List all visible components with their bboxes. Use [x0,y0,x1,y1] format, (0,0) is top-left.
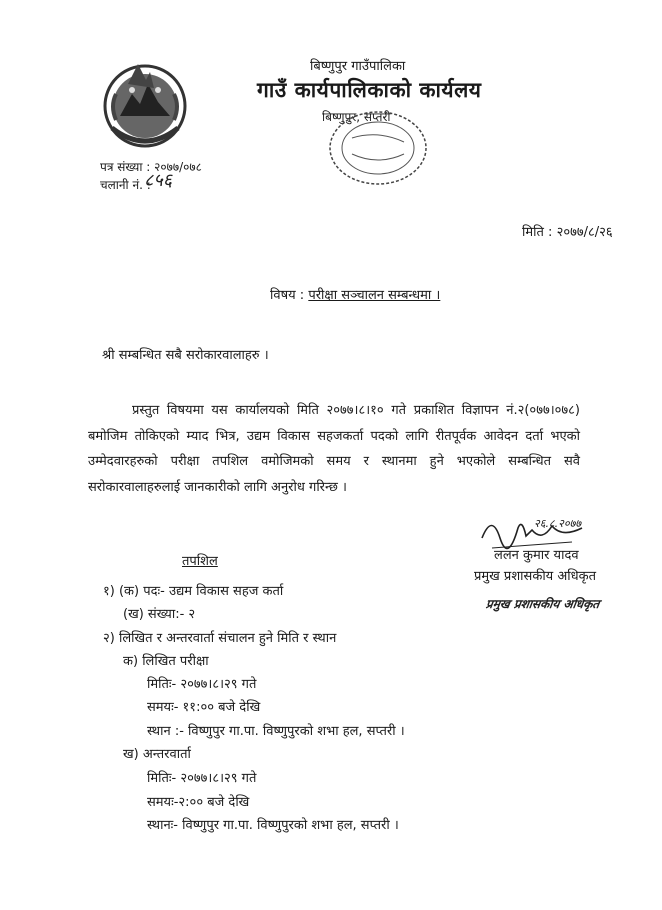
schedule-line: २) लिखित र अन्तरवार्ता संचालन हुने मिति र स्थान [103,631,337,646]
office-title: गाउँ कार्यपालिकाको कार्यलय [257,78,482,102]
signatory-designation: प्रमुख प्रशासकीय अधिकृत [474,569,597,584]
chalani-handwritten-number: ८५६ [144,170,173,191]
schedule-line: स्थानः- विष्णुपुर गा.पा. विष्णुपुरको शभा हल, सप्तरी । [147,818,399,833]
patra-sankhya: पत्र संख्या : २०७७/०७८ [100,160,202,174]
designation-stamp: प्रमुख प्रशासकीय अधिकृत [484,597,601,611]
schedule-line: १) (क) पदः- उद्यम विकास सहज कर्ता [103,584,284,599]
signature-date-handwritten: २६.८.२०७७ [534,517,582,530]
office-round-stamp-icon [322,108,430,188]
schedule-line: मितिः- २०७७।८।२९ गते [147,677,257,692]
body-paragraph: प्रस्तुत विषयमा यस कार्यालयको मिति २०७७।८।१० गते प्रकाशित विज्ञापन नं.२(०७७।०७८) बमोजिम तोकिएको म्याद भित्र, उद्यम विकास सहजकर्ता पदको लागि रीतपूर्वक आवेदन दर्ता भएको उम्मेदवारहरुको परीक्षा तपशिल वमोजिमको समय र स्थानमा हुने भएकोले सम्बन्धित सवै सरोकारवालाहरुलाई जानकारीको लागि अनुरोध गरिन्छ । [88,403,581,495]
schedule-line: मितिः- २०७७।८।२९ गते [147,771,257,786]
signatory-name: ललन कुमार यादव [494,548,579,563]
nepal-government-emblem-icon [98,54,192,154]
letter-date: मिति : २०७७/८/२६ [522,225,613,240]
recipient: श्री सम्बन्धित सबै सरोकारवालाहरु । [102,348,269,363]
schedule-line: समयः-२:०० बजे देखि [147,795,250,810]
schedule-line: क) लिखित परीक्षा [123,654,209,669]
municipality-name: बिष्णुपुर गाउँपालिका [310,59,406,74]
schedule-line: ख) अन्तरवार्ता [123,747,191,762]
schedule-heading: तपशिल [182,554,218,569]
office-address: बिष्णुपुर, सप्तरी [322,110,391,124]
schedule-line: स्थान :- विष्णुपुर गा.पा. विष्णुपुरको शभा हल, सप्तरी । [147,724,405,739]
subject-line [270,285,440,303]
subject-label: विषय : [270,288,305,303]
chalani-label: चलानी नं. : [100,178,151,192]
subject-text: परीक्षा सञ्चालन सम्बन्धमा । [308,288,441,303]
schedule-line: (ख) संख्या:- २ [123,607,196,622]
schedule-line: समयः- ११:०० बजे देखि [147,700,261,715]
